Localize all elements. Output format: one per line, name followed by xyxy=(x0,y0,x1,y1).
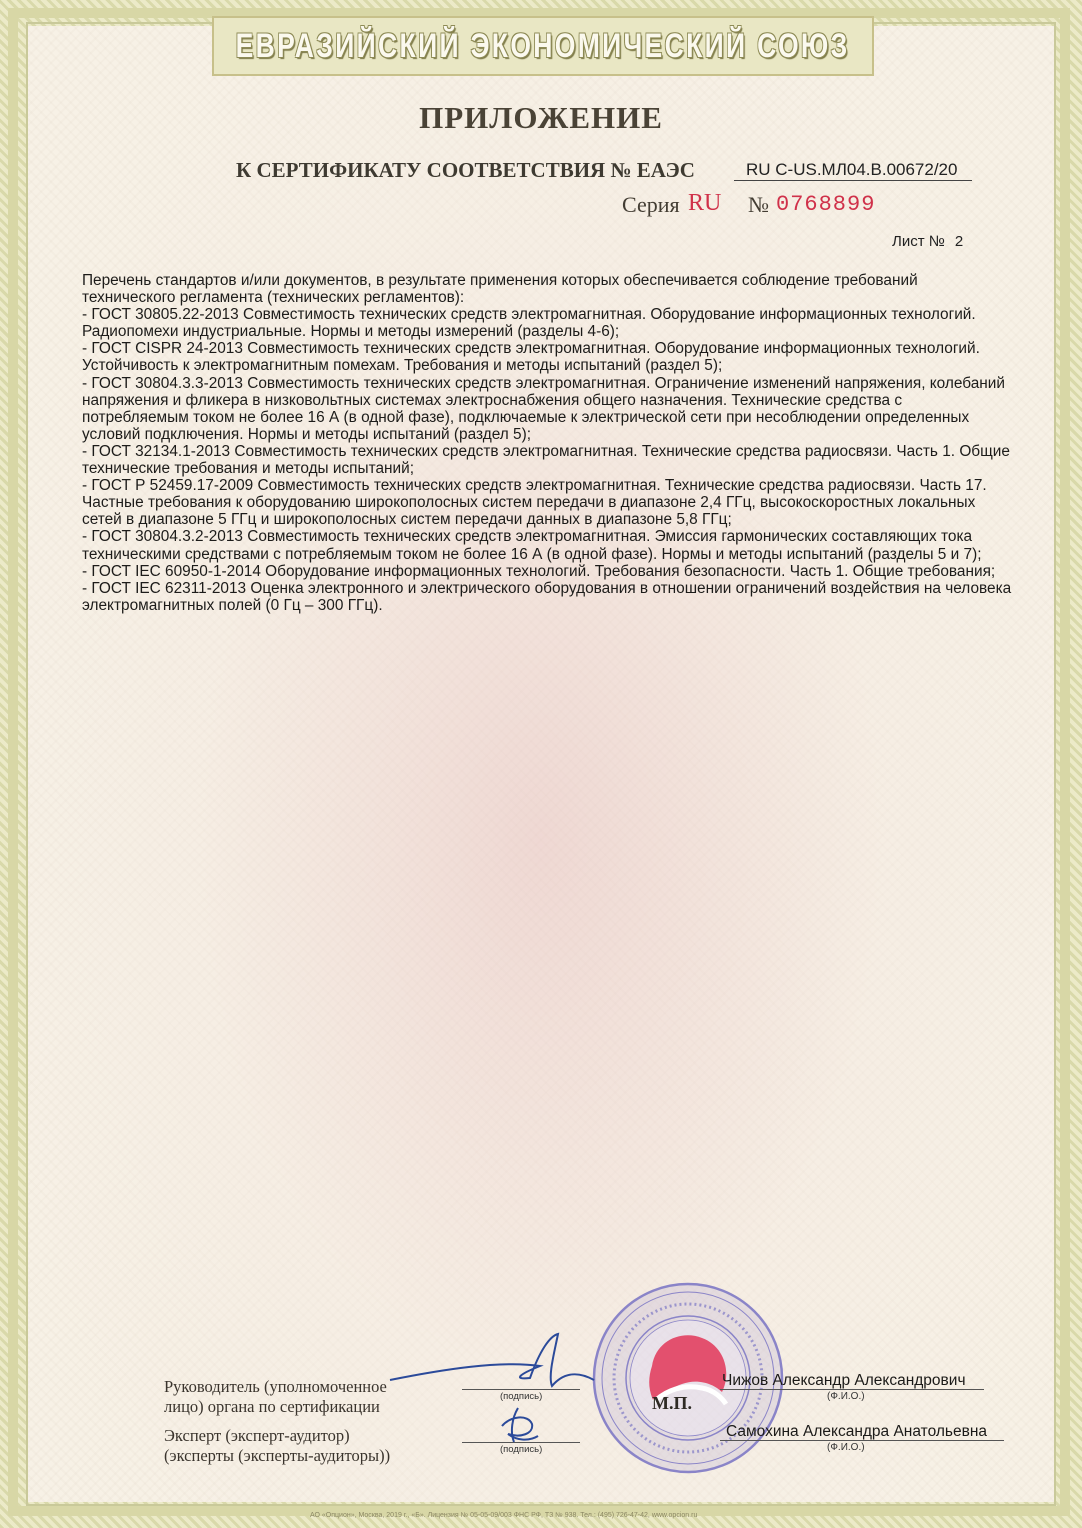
series-code: RU xyxy=(688,190,722,216)
list-item: - ГОСТ 30805.22-2013 Совместимость технических средств электромагнитная. Оборудование информационных технологий. Радиопомехи индустриальные. Нормы и методы измерений (разделы 4-6); xyxy=(82,306,976,341)
list-item: - ГОСТ 30804.3.3-2013 Совместимость технических средств электромагнитная. Ограничение изменений напряжения, колебаний напряжения и фликера в низковольтных системах электроснабжения общего назначения. Технические средства с потребляемым током не более 16 А (в одной фазе), подключаемые к электрической сети при несоблюдении определенных условий подключения. Нормы и методы испытаний (раздел 5); xyxy=(82,374,1005,443)
document-title: ПРИЛОЖЕНИЕ xyxy=(419,100,663,135)
head-label-line2: лицо) органа по сертификации xyxy=(164,1397,380,1416)
union-banner xyxy=(212,16,874,76)
form-number-value: 0768899 xyxy=(776,192,876,217)
sheet-number xyxy=(892,233,963,250)
head-name-line xyxy=(720,1389,984,1390)
list-item: - ГОСТ CISPR 24-2013 Совместимость технических средств электромагнитная. Оборудование информационных технологий. Устойчивость к электромагнитным помехам. Требования и методы испытаний (раздел 5); xyxy=(82,340,980,375)
expert-signature xyxy=(488,1404,548,1448)
document-subtitle: К СЕРТИФИКАТУ СООТВЕТСТВИЯ № ЕАЭС xyxy=(236,158,695,182)
expert-name-line xyxy=(720,1440,1004,1441)
head-signature xyxy=(380,1330,610,1400)
expert-label-line2: (эксперты (эксперты-аудиторы)) xyxy=(164,1446,391,1465)
banner-text: ЕВРАЗИЙСКИЙ ЭКОНОМИЧЕСКИЙ СОЮЗ xyxy=(236,26,850,65)
list-item: - ГОСТ IEC 62311-2013 Оценка электронного и электрического оборудования в отношении ограничений воздействия на человека электромагнитных полей (0 Гц – 300 ГГц). xyxy=(82,579,1012,614)
expert-name: Самохина Александра Анатольевна xyxy=(726,1423,988,1440)
seal-place-label: М.П. xyxy=(652,1393,692,1413)
expert-label xyxy=(164,1426,390,1466)
head-signature-caption: (подпись) xyxy=(500,1391,543,1402)
printer-imprint: АО «Опцион», Москва, 2019 г., «Б». Лицензия № 05-05-09/003 ФНС РФ, ТЗ № 938. Тел.: (495) 726-47-42, www.opcion.ru xyxy=(310,1512,698,1519)
form-number-label: № xyxy=(748,192,769,217)
series-label: Серия xyxy=(622,192,680,217)
list-item: - ГОСТ Р 52459.17-2009 Совместимость технических средств электромагнитная. Технические средства радиосвязи. Часть 17. Частные требования к оборудованию широкополосных систем передачи в диапазоне 2,4 ГГц, высокоскоростных локальных сетей в диапазоне 5 ГГц и широкополосных систем передачи данных в диапазоне 5,8 ГГц; xyxy=(82,477,987,529)
list-item: - ГОСТ IEC 60950-1-2014 Оборудование информационных технологий. Требования безопасности. Часть 1. Общие требования; xyxy=(82,562,996,580)
expert-fio-caption: (Ф.И.О.) xyxy=(827,1442,865,1453)
expert-signature-caption: (подпись) xyxy=(500,1444,543,1455)
sheet-label: Лист № xyxy=(892,233,945,250)
expert-label-line1: Эксперт (эксперт-аудитор) xyxy=(164,1426,350,1445)
list-item: - ГОСТ 32134.1-2013 Совместимость технических средств электромагнитная. Технические средства радиосвязи. Часть 1. Общие технические требования и методы испытаний; xyxy=(82,442,1010,478)
standards-list xyxy=(82,272,1012,614)
sheet-value: 2 xyxy=(954,233,964,250)
head-label xyxy=(164,1377,387,1417)
list-item: - ГОСТ 30804.3.2-2013 Совместимость технических средств электромагнитная. Эмиссия гармонических составляющих тока техническими средствами с потребляемым током не более 16 А (в одной фазе). Нормы и методы испытаний (разделы 5 и 7); xyxy=(82,528,982,563)
head-label-line1: Руководитель (уполномоченное xyxy=(164,1377,387,1396)
head-fio-caption: (Ф.И.О.) xyxy=(827,1391,865,1402)
list-item: Перечень стандартов и/или документов, в результате применения которых обеспечивается соблюдение требований технического регламента (технических регламентов): xyxy=(82,272,918,307)
certificate-number: RU C-US.МЛ04.В.00672/20 xyxy=(734,160,972,181)
head-name: Чижов Александр Александрович xyxy=(722,1372,966,1389)
